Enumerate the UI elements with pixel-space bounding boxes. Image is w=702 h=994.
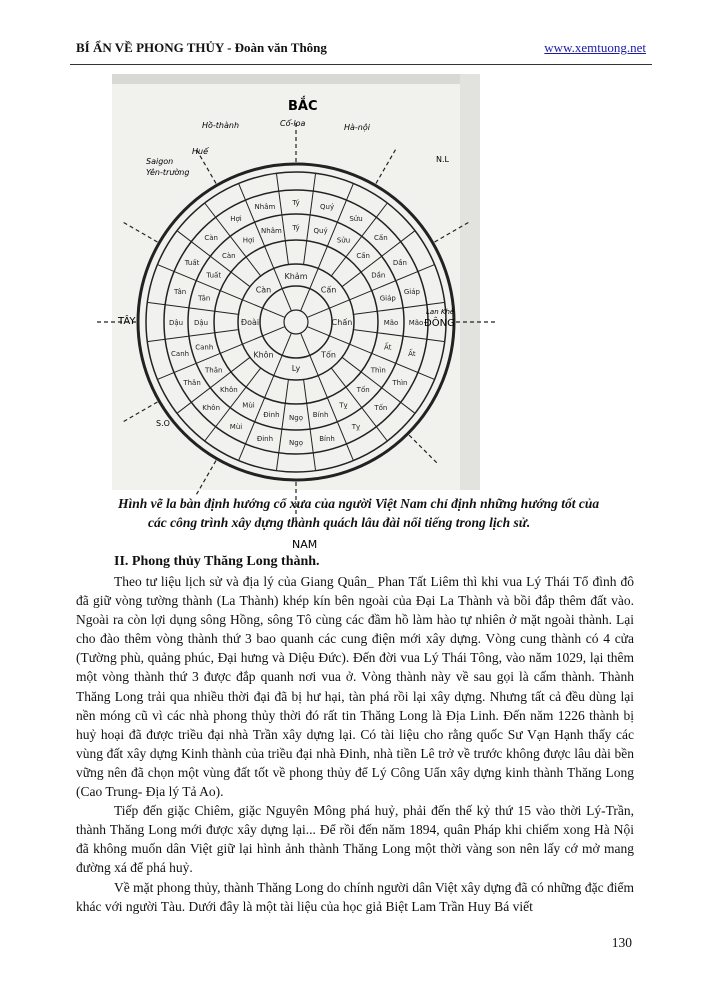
ring-label-middle: Sửu xyxy=(336,236,351,245)
ring-label-outer: Bính xyxy=(319,434,335,443)
ring-label-outer: Giáp xyxy=(403,287,420,296)
ring-label-outer: Tỵ xyxy=(351,422,361,431)
ring-label-middle: Đinh xyxy=(263,410,280,419)
ring-label-outer: Càn xyxy=(204,234,218,243)
trigram-label: Khôn xyxy=(253,350,274,360)
ring-label-outer: Nhâm xyxy=(254,203,276,212)
trigram-label: Đoài xyxy=(240,318,260,327)
ring-label-middle: Ngọ xyxy=(289,414,303,422)
label-nl: N.L xyxy=(436,155,449,164)
ring-label-outer: Ất xyxy=(408,350,416,359)
label-hue: Huế xyxy=(192,147,209,156)
ring-label-outer: Khôn xyxy=(202,403,221,412)
ring-label-middle: Càn xyxy=(222,251,236,260)
ring-label-outer: Tuất xyxy=(184,259,200,267)
ring-label-middle: Tân xyxy=(198,294,211,303)
page-number: 130 xyxy=(611,935,632,950)
ring-label-outer: Ngọ xyxy=(289,439,303,447)
ring-label-outer: Mùi xyxy=(229,422,243,431)
ring-label-middle: Nhâm xyxy=(261,227,282,236)
ring-label-outer: Hợi xyxy=(230,215,242,224)
figure-caption xyxy=(118,494,638,532)
trigram-label: Cấn xyxy=(320,285,337,295)
trigram-label: Chấn xyxy=(331,318,353,327)
ring-label-middle: Thìn xyxy=(370,366,386,375)
label-north: BẮC xyxy=(288,99,318,114)
trigram-label: Tốn xyxy=(321,350,336,360)
ring-label-middle: Tý xyxy=(292,224,300,232)
page-header xyxy=(76,40,646,66)
caption-line-2: các công trình xây dựng thành quách lâu đài nổi tiếng trong lịch sử. xyxy=(148,515,531,530)
body-text xyxy=(76,572,634,916)
ring-label-middle: Mùi xyxy=(242,401,255,410)
ring-label-middle: Tỵ xyxy=(339,401,348,410)
ring-label-outer: Tý xyxy=(292,199,300,207)
header-title: BÍ ẨN VỀ PHONG THỦY - Đoàn văn Thông xyxy=(76,40,327,55)
label-so: S.O xyxy=(156,419,170,428)
ring-label-middle: Thân xyxy=(205,366,223,375)
ring-label-middle: Tốn xyxy=(356,386,370,395)
label-coloa: Cổ-loa xyxy=(280,119,306,128)
ring-label-outer: Dần xyxy=(392,259,407,267)
label-hothanh: Hồ-thành xyxy=(202,121,240,130)
ring-label-outer: Quý xyxy=(320,203,335,212)
ring-label-outer: Đinh xyxy=(256,434,274,443)
ring-label-middle: Ất xyxy=(383,343,392,352)
ring-label-middle: Tuất xyxy=(206,271,222,280)
label-hanoi: Hà-nội xyxy=(344,123,370,132)
ring-label-middle: Cấn xyxy=(356,251,370,260)
label-south: NAM xyxy=(292,538,318,551)
ring-label-middle: Khôn xyxy=(219,386,238,395)
trigram-label: Ly xyxy=(291,364,301,373)
ring-label-outer: Tốn xyxy=(374,403,388,412)
ring-label-outer: Cấn xyxy=(374,234,388,243)
ring-label-middle: Dần xyxy=(371,271,386,280)
label-west: TÂY xyxy=(118,316,136,327)
ring-label-outer: Dậu xyxy=(168,319,184,327)
label-saigon: Saigon xyxy=(146,157,174,166)
ring-label-middle: Canh xyxy=(195,343,214,352)
paragraph-3: Về mặt phong thủy, thành Thăng Long do chính người dân Việt xây dựng đã có những đặc điểm khác với người Tàu. Dưới đây là một tài liệu của học giả Biệt Lam Trần Huy Bá viết xyxy=(76,879,634,914)
ring-label-middle: Hợi xyxy=(242,236,255,245)
ring-label-middle: Giáp xyxy=(379,294,396,303)
ring-label-outer: Tân xyxy=(173,287,187,296)
ring-label-middle: Dậu xyxy=(193,319,209,327)
ring-label-outer: Thìn xyxy=(392,379,408,387)
ring-label-outer: Mão xyxy=(408,319,424,327)
ring-label-outer: Thân xyxy=(183,379,201,387)
header-divider xyxy=(70,64,652,65)
paragraph-2: Tiếp đến giặc Chiêm, giặc Nguyên Mông phá huỷ, phải đến thế kỷ thứ 15 vào thời Lý-Trần, thành Thăng Long mới được xây dựng lại... Để rồi đến năm 1894, quân Pháp khi chiếm xong Hà Nội đã không muốn dân Việt giữ lại hình ảnh thành Thăng Long một thời vàng son nên lấy cớ mở mang đường xá để phá huỷ. xyxy=(76,803,634,876)
paragraph-1: Theo tư liệu lịch sử và địa lý của Giang Quân_ Phan Tất Liêm thì khi vua Lý Thái Tổ đình đô đã giữ vòng tường thành (La Thành) khép kín bên ngoài của Đại La Thành và bồi đắp thêm đất vào. Ngoài ra còn lợi dụng sông Hồng, sông Tô cùng các đầm hồ làm hào tự nhiên ở mặt ngoài thành. Lại cho đào thêm vòng thành thứ 3 bao quanh các cung điện mới xây dựng. Vòng cung thành có 4 cửa (Tường phù, quảng phúc, Đại hưng và Diệu Đức). Đến đời vua Lý Thái Tông, vào năm 1029, lại thêm một vòng thành thứ 3 được đắp quanh nơi vua ở. Vòng thành này về sau gọi là cấm thành. Thành Thăng Long trải qua nhiều thời đại đã bị hư hại, tàn phá rồi lại xây dựng. Nhưng tất cả đều dùng lại nền móng cũ vì các nhà phong thủy thời đó rất tin Thăng Long là Địa Linh. Đến năm 1226 thành bị huỷ hoại đã được triều đại nhà Trần xây dựng lại. Có tài liệu cho rằng quốc Sư Vạn Hạnh thấy các vùng đất xây dựng Kinh thành của triều đại nhà Đinh, nhà tiền Lê trở về trước không được lâu dài bền vững nên đã chọn một vùng đất tốt về phong thủy để Lý Công Uẩn xây dựng kinh thành Thăng Long (Cao Trung- Địa lý Tả Ao). xyxy=(76,574,634,800)
ring-label-middle: Quý xyxy=(313,227,328,236)
label-lankhe: Lan Khê xyxy=(426,308,455,316)
label-east: ĐÔNG xyxy=(424,318,455,329)
label-yentruong: Yên-trường xyxy=(146,168,190,177)
ring-label-outer: Canh xyxy=(171,350,190,359)
header-url-link[interactable]: www.xemtuong.net xyxy=(544,40,646,55)
section-title: II. Phong thủy Thăng Long thành. xyxy=(114,554,320,569)
ring-label-middle: Bính xyxy=(312,410,329,419)
trigram-label: Càn xyxy=(255,285,272,295)
ring-label-middle: Mão xyxy=(383,319,399,327)
caption-line-1: Hình vẽ la bàn định hướng cổ xưa của người Việt Nam chỉ định những hướng tốt của xyxy=(118,496,600,511)
ring-label-outer: Sửu xyxy=(349,215,363,224)
trigram-label: Khảm xyxy=(284,272,308,281)
